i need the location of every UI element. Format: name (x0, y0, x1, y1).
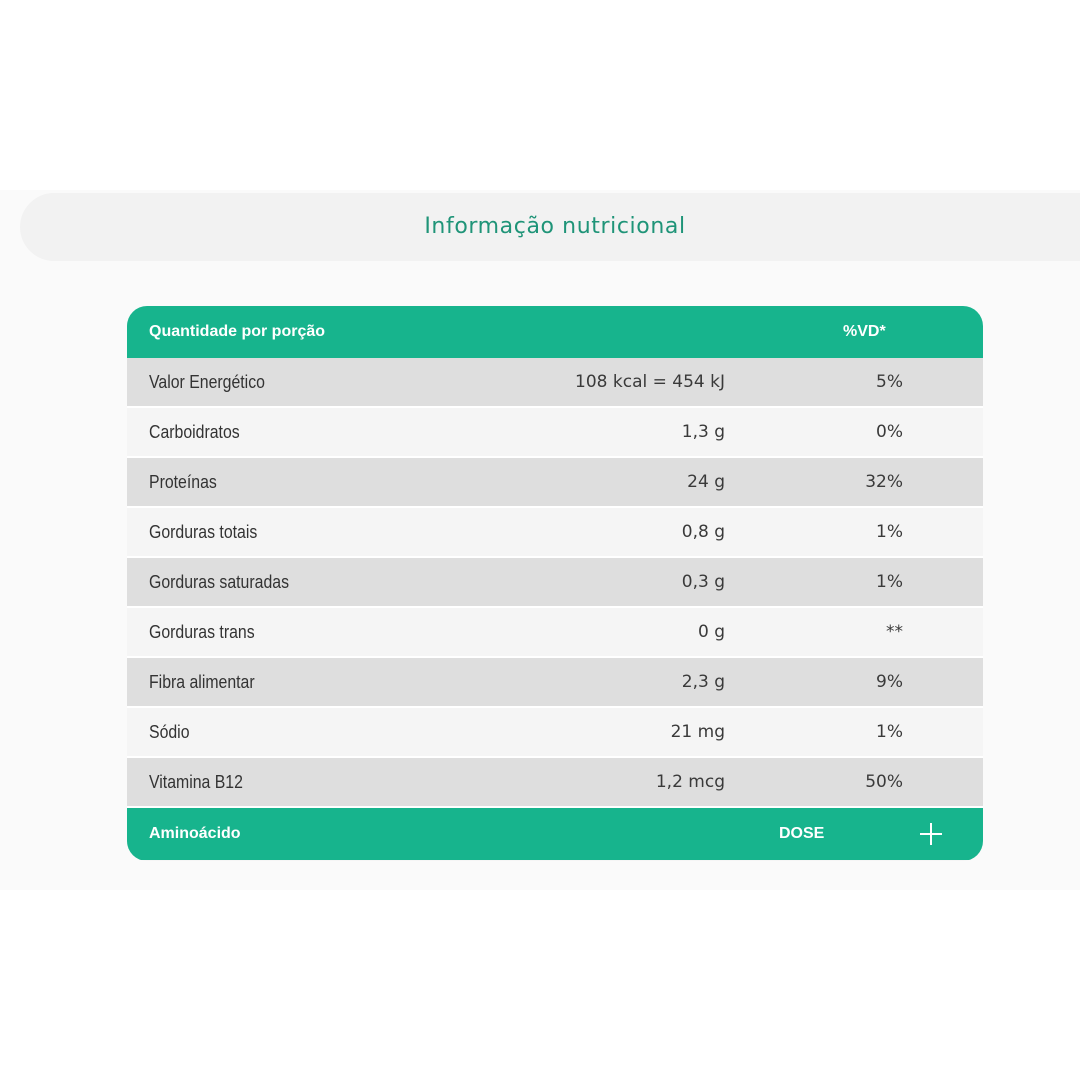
table-header (127, 306, 983, 358)
table-row (127, 508, 983, 558)
table-row (127, 608, 983, 658)
nutrient-vd: ** (886, 622, 903, 642)
nutrient-name: Gorduras saturadas (149, 572, 290, 592)
plus-icon[interactable] (917, 820, 945, 848)
nutrient-amount: 0 g (697, 622, 725, 642)
nutrient-amount: 0,8 g (681, 522, 725, 542)
nutrient-amount: 108 kcal = 454 kJ (575, 372, 725, 392)
nutrient-vd: 1% (876, 522, 903, 542)
nutrient-vd: 0% (876, 422, 903, 442)
nutrition-table (127, 306, 983, 861)
nutrient-amount: 2,3 g (681, 672, 725, 692)
amino-acid-accordion-header[interactable] (127, 808, 983, 860)
nutrient-amount: 1,3 g (681, 422, 725, 442)
nutrient-name: Vitamina B12 (149, 772, 243, 792)
nutrient-name: Carboidratos (149, 422, 240, 442)
nutrient-vd: 50% (865, 772, 903, 792)
nutrient-vd: 32% (865, 472, 903, 492)
table-row (127, 458, 983, 508)
nutrient-name: Proteínas (149, 472, 217, 492)
header-quantity-label: Quantidade por porção (149, 323, 326, 340)
nutrient-amount: 24 g (687, 472, 725, 492)
nutrient-vd: 1% (876, 722, 903, 742)
nutrient-amount: 21 mg (670, 722, 725, 742)
table-row (127, 758, 983, 808)
dose-label: DOSE (779, 825, 825, 842)
nutrient-name: Gorduras totais (149, 522, 258, 542)
table-row (127, 658, 983, 708)
nutrient-vd: 1% (876, 572, 903, 592)
table-row (127, 558, 983, 608)
nutrient-vd: 9% (876, 672, 903, 692)
nutrient-vd: 5% (876, 372, 903, 392)
page-title: Informação nutricional (424, 214, 686, 239)
nutrient-amount: 1,2 mcg (655, 772, 725, 792)
nutrient-name: Valor Energético (149, 372, 265, 392)
nutrient-amount: 0,3 g (681, 572, 725, 592)
nutrient-name: Gorduras trans (149, 622, 255, 642)
table-row (127, 408, 983, 458)
nutrient-name: Sódio (149, 722, 190, 742)
header-vd-label: %VD* (843, 323, 886, 340)
nutrient-name: Fibra alimentar (149, 672, 255, 692)
table-row (127, 708, 983, 758)
amino-acid-label: Aminoácido (149, 825, 241, 842)
table-row (127, 358, 983, 408)
